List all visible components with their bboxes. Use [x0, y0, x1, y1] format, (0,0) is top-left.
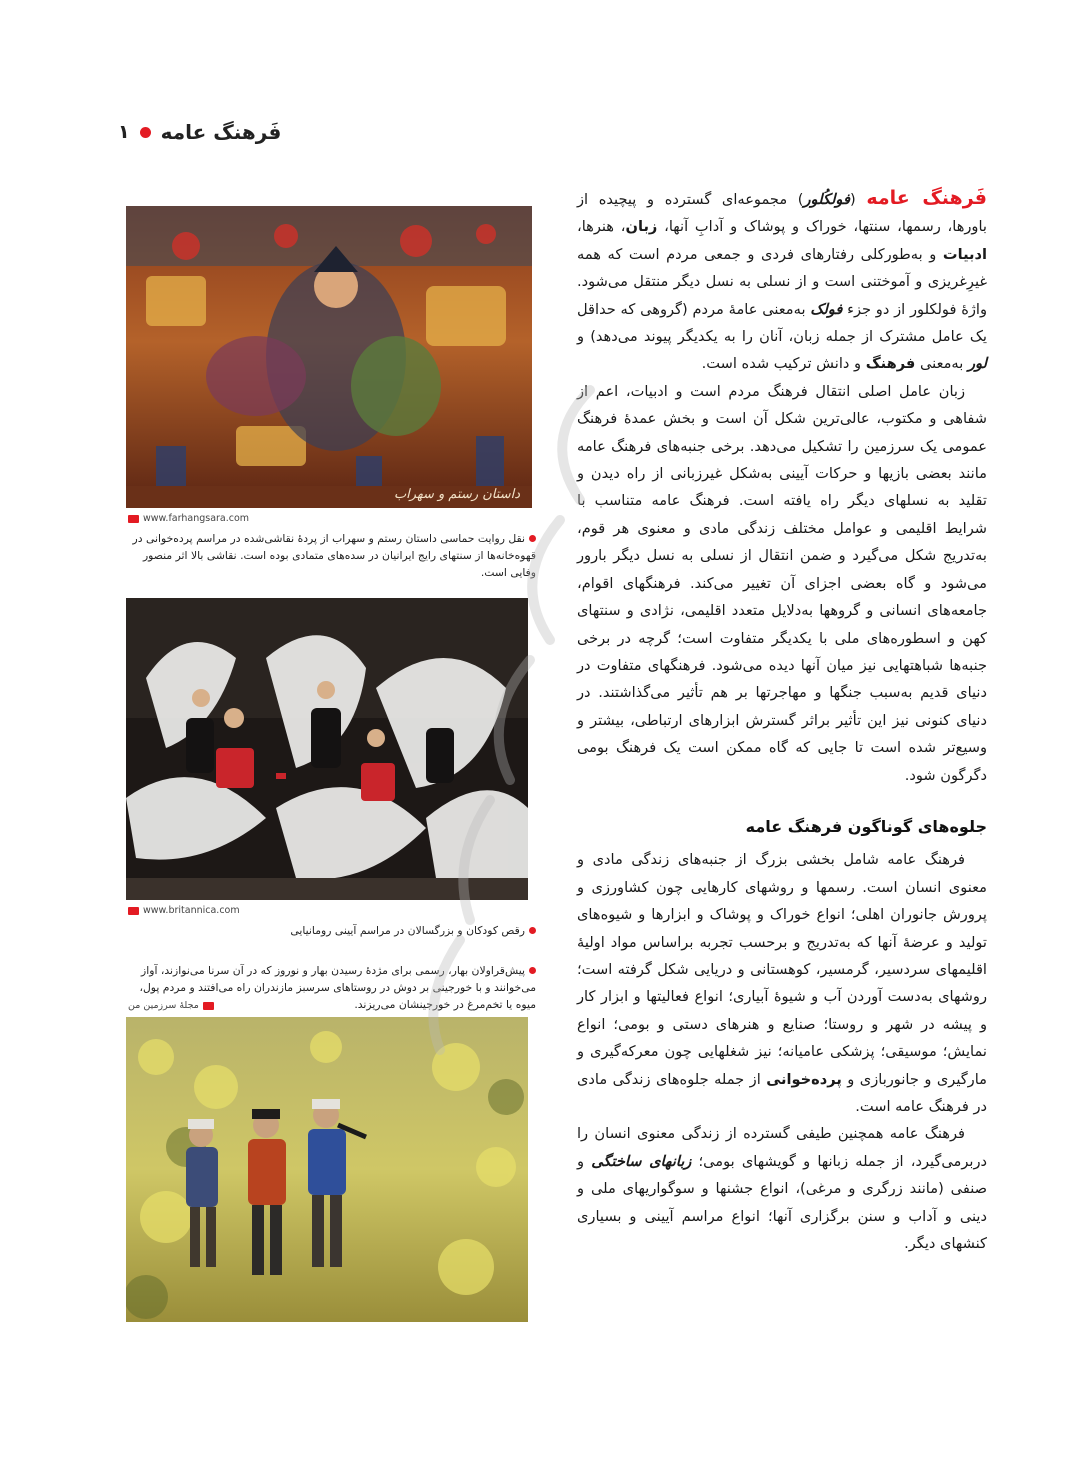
- caption-bullet-icon: [529, 967, 536, 974]
- zaban-term: زبان: [625, 218, 658, 236]
- page-number: ۱: [118, 121, 130, 143]
- musicians-caption-text: پیش‌قراولان بهار، رسمی برای مژدهٔ رسیدن بهار و نوروز که در آن سرنا می‌نوازند، آواز می‌خوانند و با خورجینی بر دوش در روستاهای سرسبز مازندران راه می‌افتند و مردم پول، میوه یا تخم‌مرغ در خورجینشان می‌ریزند.: [139, 964, 536, 1011]
- adabiyat-term: ادبیات: [942, 245, 987, 263]
- section-paragraph-1: [577, 846, 987, 1120]
- intro-text-6: به‌معنی: [915, 355, 968, 373]
- intro-text-4: و به‌طورکلی رفتارهای فردی و جمعی مردم است که همه غیرِغریزی و آموختنی است و از نسلی به نسل دیگر منتقل می‌شود. واژهٔ فولکلور از دو جزء: [577, 245, 988, 318]
- painting-credit: [128, 513, 249, 524]
- dance-caption-text: رقص کودکان و بزرگسالان در مراسم آیینی رومانیایی: [290, 924, 525, 937]
- pardekhani-term: پرده‌خوانی: [766, 1070, 842, 1088]
- section-text-3: فرهنگ عامه همچنین طیفی گسترده از زندگی معنوی انسان را دربرمی‌گیرد، از جمله زبانها و گویشهای بومی؛: [577, 1125, 988, 1170]
- farhang-term: فرهنگ: [865, 355, 916, 373]
- intro-text-1: (: [849, 191, 867, 208]
- section-text-2: از جمله جلوه‌های زندگی مادی در فرهنگ عامه است.: [577, 1070, 987, 1115]
- musicians-illustration: [126, 1017, 528, 1322]
- entry-title: فَرهنگ عامه: [866, 187, 987, 209]
- musicians-image: [126, 1017, 528, 1322]
- painting-inscription: داستان رستم و سهراب: [393, 487, 520, 502]
- section-heading: جلوه‌های گوناگون فرهنگ عامه: [745, 816, 987, 836]
- musicians-credit-text: مجلهٔ سرزمین من: [128, 1000, 199, 1011]
- intro-text-5: به‌معنی عامهٔ مردم (گروهی که حداقل یک عامل مشترک از جمله زبان، آنان را به یکدیگر پیوند می‌دهد) و: [577, 300, 987, 346]
- dance-caption: [126, 922, 536, 939]
- painting-credit-text: www.farhangsara.com: [143, 513, 250, 524]
- intro-paragraph: [577, 185, 987, 378]
- painting-illustration: [126, 206, 532, 508]
- painting-caption: [126, 530, 536, 581]
- header-title: فَرهنگ عامه: [160, 120, 282, 144]
- folk-term: فولک: [810, 300, 843, 318]
- section-paragraph-2: [577, 1120, 987, 1257]
- dance-credit: [128, 905, 240, 916]
- caption-bullet-icon: [529, 927, 536, 934]
- page-header: [118, 120, 281, 144]
- dance-credit-text: www.britannica.com: [143, 905, 240, 916]
- intro-text-2: ) مجموعه‌ای گسترده و پیچیده از باورها، رسمها، سنتها، خوراک و پوشاک و آدابِ آنها،: [577, 191, 987, 236]
- intro-paragraph-2: زبان عامل اصلی انتقال فرهنگ مردم است و ادبیات، اعم از شفاهی و مکتوب، عالی‌ترین شکل آن است و بخش عمدهٔ فرهنگ عمومی یک سرزمین را تشکیل می‌دهد. برخی جنبه‌های فرهنگ عامه مانند بعضی بازیها و حرکات آیینی به‌شکل غیرزبانی از راه دیدن و تقلید به نسلهای دیگر راه یافته است. فرهنگ عامه متناسب با شرایط اقلیمی و عوامل مختلف زندگی مادی و معنوی هر قوم، به‌تدریج شکل می‌گیرد و ضمن انتقال از نسلی به نسل دیگر بارور می‌شود و گاه بعضی اجزای آن تغییر می‌کند. فرهنگهای اقوام، جامعه‌های انسانی و گروهها به‌دلایل متعدد اقلیمی، نژادی و سنتهای کهن و اسطوره‌های ملی با یکدیگر متفاوت است؛ گرچه در برخی جنبه‌ها شباهتهایی نیز میان آنها دیده می‌شود. فرهنگهای متفاوت در دنیای قدیم به‌سبب جنگها و مهاجرتها بر هم تأثیر می‌گذاشتند. در دنیای کنونی نیز این تأثیر براثر گسترش ابزارهای ارتباطی، بیشتر و وسیع‌تر شده است تا جایی که گاه ممکن است یک فرهنگ بومی دگرگون شود.: [577, 382, 987, 784]
- painting-image: [126, 206, 532, 508]
- section-text-4: و صنفی (مانند زرگری و مرغی)، انواع جشنها و سوگواریهای ملی و دینی و آداب و سنن برگزاری آنها؛ انواع مراسم آیینی و بسیاری کنشهای دیگر.: [577, 1152, 987, 1253]
- camera-icon: [128, 515, 139, 523]
- header-dot-icon: [140, 127, 151, 138]
- dance-image: [126, 598, 528, 900]
- folklore-term: فولکُلور: [803, 191, 850, 208]
- lore-term: لور: [967, 355, 987, 373]
- dance-illustration: [126, 598, 528, 900]
- painting-caption-text: نقل روایت حماسی داستان رستم و سهراب از پردهٔ نقاشی‌شده در مراسم پرده‌خوانی در قهوه‌خانه‌ها از سنتهای رایج ایرانیان در سده‌های متمادی بوده است. نقاشی بالا اثر منصور وفایی است.: [132, 532, 536, 579]
- section-text-1: فرهنگ عامه شامل بخشی بزرگ از جنبه‌های زندگی مادی و معنوی انسان است. رسمها و روشهای کارهایی چون کشاورزی و پرورش جانوران اهلی؛ انواع خوراک و پوشاک و ابزارها و شیوه‌های تولید و عرضهٔ آنها که به‌تدریج و برحسب تجربه براساس مواد اولیهٔ اقلیمهای سردسیر، گرمسیر، کوهستانی و دریایی شکل گرفته است؛ روشهای به‌دست آوردن آب و شیوهٔ آبیاری؛ انواع فعالیتها و ابزار کار و پیشه در شهر و روستا؛ صنایع و هنرهای دستی و بومی؛ انواع نمایش؛ موسیقی؛ پزشکی عامیانه؛ نیز شغلهایی چون معرکه‌گیری و مارگیری و جانوربازی و: [577, 851, 987, 1088]
- caption-bullet-icon: [529, 535, 536, 542]
- intro-text-3: ، هنرها،: [577, 218, 626, 236]
- camera-icon: [203, 1002, 214, 1010]
- main-text-column: [577, 185, 987, 1257]
- musicians-credit: [128, 1000, 214, 1011]
- camera-icon: [128, 907, 139, 915]
- zabanha-term: زبانهای ساختگی: [591, 1152, 692, 1170]
- intro-text-7: و دانش ترکیب شده است.: [701, 355, 866, 373]
